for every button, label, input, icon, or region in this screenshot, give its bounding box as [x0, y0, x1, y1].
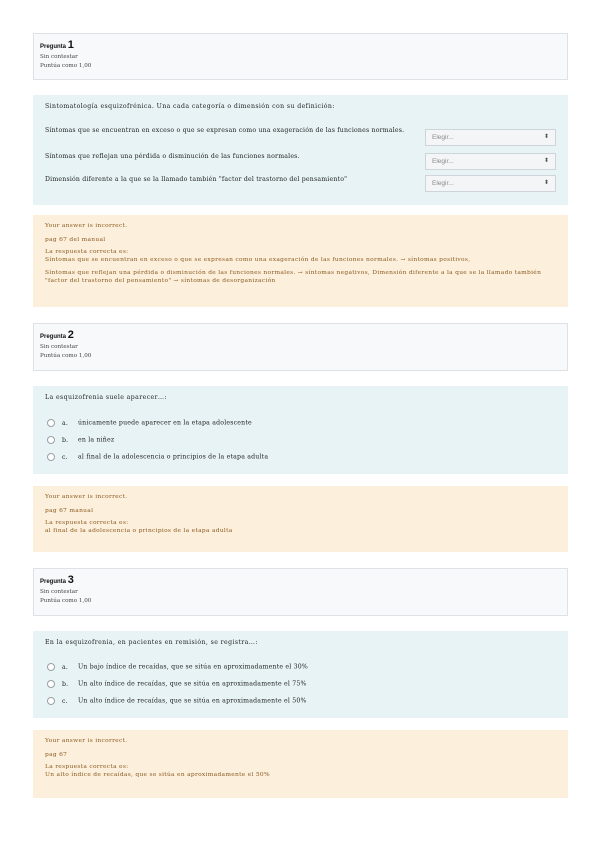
- question-1-info: [33, 33, 568, 80]
- question-2-feedback: [33, 486, 568, 552]
- question-number: Pregunta 3: [40, 574, 74, 586]
- question-2-info: [33, 323, 568, 371]
- answer-option[interactable]: b. en la niñez: [47, 436, 114, 444]
- match-stem: Síntomas que se encuentran en exceso o que se expresan como una exageración de las funciones normales.: [45, 127, 405, 134]
- question-1-content: [33, 95, 568, 205]
- match-select[interactable]: Elegir... ⬍: [425, 153, 556, 170]
- question-text: La esquizofrenia suele aparecer…:: [45, 394, 167, 401]
- question-3-content: [33, 631, 568, 718]
- answer-option[interactable]: c. Un alto índice de recaídas, que se sitúa en aproximadamente el 50%: [47, 697, 307, 705]
- radio-button[interactable]: [47, 453, 55, 461]
- general-feedback: pag 67 manual: [45, 507, 94, 514]
- sort-arrows-icon: ⬍: [543, 180, 549, 186]
- right-answer: Un alto índice de recaídas, que se sitúa en aproximadamente el 50%: [45, 771, 270, 778]
- match-stem: Dimensión diferente a la que se la llamado también "factor del trastorno del pensamiento": [45, 176, 348, 183]
- question-2-content: [33, 386, 568, 474]
- sort-arrows-icon: ⬍: [543, 158, 549, 164]
- right-answer-label: La respuesta correcta es:: [45, 520, 129, 526]
- answer-option[interactable]: b. Un alto índice de recaídas, que se sitúa en aproximadamente el 75%: [47, 680, 307, 688]
- general-feedback: pag 67: [45, 751, 68, 758]
- question-text: Sintomatología esquizofrénica. Una cada categoría o dimensión con su definición:: [45, 103, 335, 110]
- right-answer-label: La respuesta correcta es:: [45, 764, 129, 770]
- right-answer-label: La respuesta correcta es:: [45, 249, 129, 255]
- question-number: Pregunta 1: [40, 39, 74, 51]
- question-3-info: [33, 568, 568, 616]
- answer-option[interactable]: a. únicamente puede aparecer en la etapa adolescente: [47, 419, 252, 427]
- match-select[interactable]: Elegir... ⬍: [425, 175, 556, 192]
- radio-button[interactable]: [47, 436, 55, 444]
- question-text: En la esquizofrenia, en pacientes en remisión, se registra…:: [45, 639, 258, 646]
- radio-button[interactable]: [47, 680, 55, 688]
- right-answer: Síntomas que reflejan una pérdida o disminución de las funciones normales. → síntomas negativos, Dimensión diferente a la que se la llamado también "factor del trastorno del pensamiento" → síntomas de desorganización: [45, 270, 542, 284]
- radio-button[interactable]: [47, 419, 55, 427]
- question-grade: Puntúa como 1,00: [40, 598, 92, 604]
- feedback-status: Your answer is incorrect.: [45, 223, 128, 229]
- feedback-status: Your answer is incorrect.: [45, 738, 128, 744]
- question-grade: Puntúa como 1,00: [40, 353, 92, 359]
- match-select[interactable]: Elegir... ⬍: [425, 129, 556, 146]
- question-grade: Puntúa como 1,00: [40, 63, 92, 69]
- right-answer: al final de la adolescencia o principios de la etapa adulta: [45, 527, 233, 534]
- radio-button[interactable]: [47, 663, 55, 671]
- match-stem: Síntomas que reflejan una pérdida o disminución de las funciones normales.: [45, 153, 300, 160]
- radio-button[interactable]: [47, 697, 55, 705]
- sort-arrows-icon: ⬍: [543, 134, 549, 140]
- right-answer: Síntomas que se encuentran en exceso o que se expresan como una exageración de las funciones normales. → síntomas positivos,: [45, 256, 471, 263]
- general-feedback: pag 67 del manual: [45, 236, 106, 243]
- question-1-feedback: [33, 215, 568, 307]
- answer-option[interactable]: c. al final de la adolescencia o principios de la etapa adulta: [47, 453, 268, 461]
- question-state: Sin contestar: [40, 344, 78, 350]
- question-state: Sin contestar: [40, 54, 78, 60]
- feedback-status: Your answer is incorrect.: [45, 494, 128, 500]
- question-3-feedback: [33, 730, 568, 798]
- answer-option[interactable]: a. Un bajo índice de recaídas, que se sitúa en aproximadamente el 30%: [47, 663, 308, 671]
- question-state: Sin contestar: [40, 589, 78, 595]
- question-number: Pregunta 2: [40, 329, 74, 341]
